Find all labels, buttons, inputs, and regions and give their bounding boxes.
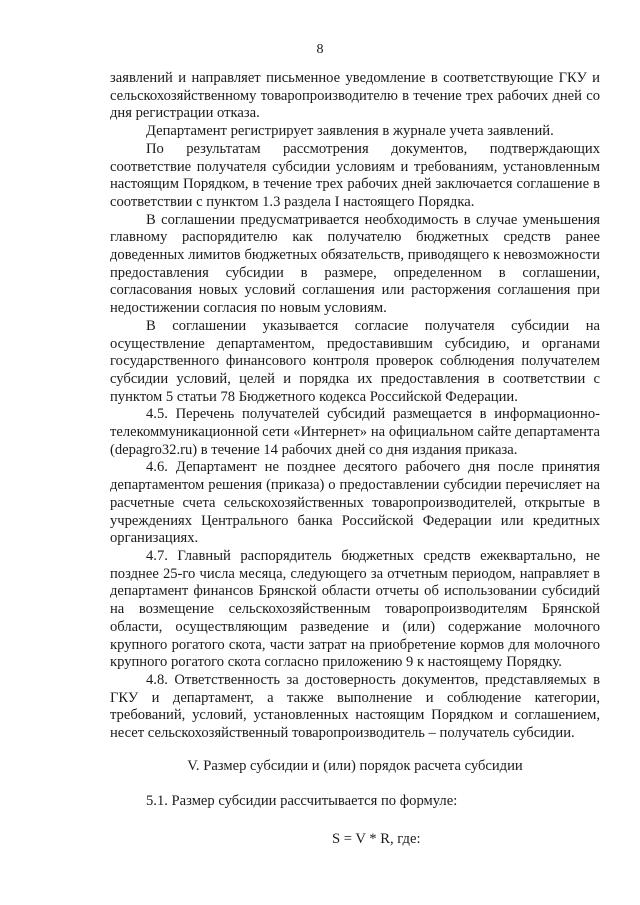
formula: S = V * R, где: (332, 831, 421, 848)
paragraph-agreement-limits: В соглашении предусматривается необходимость в случае уменьшения главному распорядителю как получателю бюджетных средств ранее доведенных лимитов бюджетных обязательств, приводящего к невозможности предоставления субсидии в размере, определенном в соглашении, согласования новых условий соглашения или расторжения соглашения при недостижении согласия по новым условиям. (110, 211, 600, 317)
paragraph-4-8: 4.8. Ответственность за достоверность документов, представляемых в ГКУ и департамент, а также выполнение и соблюдение категории, требований, условий, установленных настоящим Порядком и соглашением, несет сельскохозяйственный товаропроизводитель – получатель субсидии. (110, 671, 600, 742)
paragraph-agreement-consent: В соглашении указывается согласие получателя субсидии на осуществление департаментом, предоставившим субсидию, и органами государственного финансового контроля проверок соблюдения получателем субсидии условий, целей и порядка их предоставления в соответствии с пунктом 5 статьи 78 Бюджетного кодекса Российской Федерации. (110, 317, 600, 405)
paragraph-4-7: 4.7. Главный распорядитель бюджетных средств ежеквартально, не позднее 25-го числа месяца, следующего за отчетным периодом, направляет в департамент финансов Брянской области отчеты об использовании субсидий на возмещение сельскохозяйственным товаропроизводителям Брянской области, осуществляющим разведение и (или) содержание молочного крупного рогатого скота, части затрат на приобретение кормов для молочного крупного рогатого скота согласно приложению 9 к настоящему Порядку. (110, 547, 600, 671)
document-body (110, 70, 600, 849)
formula-intro: 5.1. Размер субсидии рассчитывается по формуле: (146, 793, 458, 810)
paragraph-4-6: 4.6. Департамент не позднее десятого рабочего дня после принятия департаментом решения (приказа) о предоставлении субсидии перечисляет на расчетные счета сельскохозяйственных товаропроизводителей, открытые в учреждениях Центрального банка Российской Федерации или кредитных организациях. (110, 459, 600, 547)
paragraph-continuation: заявлений и направляет письменное уведомление в соответствующие ГКУ и сельскохозяйственному товаропроизводителю в течение трех рабочих дней со дня регистрации отказа. (110, 70, 600, 122)
paragraph-agreement-conclusion: По результатам рассмотрения документов, подтверждающих соответствие получателя субсидии условиям и требованиям, установленным настоящим Порядком, в течение трех рабочих дней заключается соглашение в соответствии с пунктом 1.3 раздела I настоящего Порядка. (110, 140, 600, 210)
page-number: 8 (316, 42, 324, 57)
section-heading: V. Размер субсидии и (или) порядок расчета субсидии (187, 757, 523, 774)
paragraph-4-5: 4.5. Перечень получателей субсидий размещается в информационно-телекоммуникационной сети «Интернет» на официальном сайте департамента (depagro32.ru) в течение 14 рабочих дней со дня издания приказа. (110, 406, 600, 458)
paragraph-registration: Департамент регистрирует заявления в журнале учета заявлений. (146, 123, 554, 140)
